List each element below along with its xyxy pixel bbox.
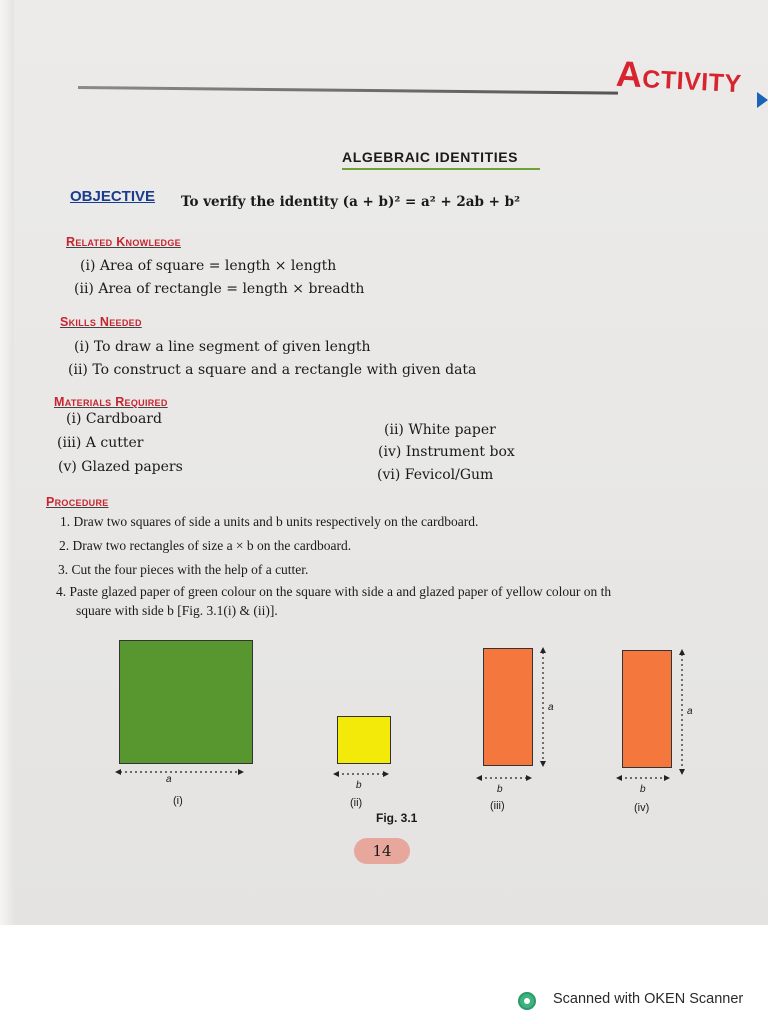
procedure-heading: Procedure	[46, 495, 109, 509]
figure-caption: (iv)	[634, 802, 650, 814]
material-item: (iv) Instrument box	[378, 444, 515, 460]
page-number-badge: 14	[354, 838, 410, 864]
material-item: (iii) A cutter	[57, 435, 144, 451]
scanner-watermark: Scanned with OKEN Scanner	[553, 991, 744, 1007]
material-item: (vi) Fevicol/Gum	[377, 467, 494, 483]
procedure-step: 3. Cut the four pieces with the help of a cutter.	[58, 562, 309, 577]
figure-title: Fig. 3.1	[376, 811, 418, 825]
objective-text: To verify the identity (a + b)² = a² + 2ab + b²	[181, 194, 520, 210]
material-item: (ii) White paper	[384, 422, 496, 438]
related-knowledge-item: (ii) Area of rectangle = length × breadth	[74, 281, 365, 297]
dimension-label-a: a	[548, 702, 554, 713]
skills-item: (i) To draw a line segment of given length	[74, 339, 371, 355]
dimension-label-a: a	[687, 706, 693, 717]
objective-label: OBJECTIVE	[70, 188, 156, 205]
skills-item: (ii) To construct a square and a rectangle with given data	[68, 362, 477, 378]
procedure-step: 4. Paste glazed paper of green colour on the square with side a and glazed paper of yellow colour on th	[56, 584, 612, 599]
materials-heading: Materials Required	[54, 395, 168, 409]
procedure-step: square with side b [Fig. 3.1(i) & (ii)].	[76, 603, 278, 618]
dimension-label-b: b	[497, 784, 503, 795]
figure-caption: (ii)	[350, 797, 363, 809]
figure-caption: (i)	[173, 795, 183, 807]
related-knowledge-item: (i) Area of square = length × length	[80, 258, 337, 274]
dimension-label-b: b	[640, 784, 646, 795]
dimension-label-b: b	[356, 780, 362, 791]
oken-scanner-logo-icon	[518, 992, 536, 1010]
procedure-step: 1. Draw two squares of side a units and b units respectively on the cardboard.	[60, 514, 479, 529]
skills-needed-heading: Skills Needed	[60, 315, 142, 329]
material-item: (i) Cardboard	[66, 411, 162, 427]
material-item: (v) Glazed papers	[58, 459, 183, 475]
related-knowledge-heading: Related Knowledge	[66, 235, 181, 249]
activity-label: Activity	[615, 52, 743, 101]
figure-caption: (iii)	[490, 800, 505, 812]
procedure-step: 2. Draw two rectangles of size a × b on the cardboard.	[59, 538, 352, 553]
dimension-label-a: a	[166, 774, 172, 785]
page-title: ALGEBRAIC IDENTITIES	[342, 149, 519, 165]
